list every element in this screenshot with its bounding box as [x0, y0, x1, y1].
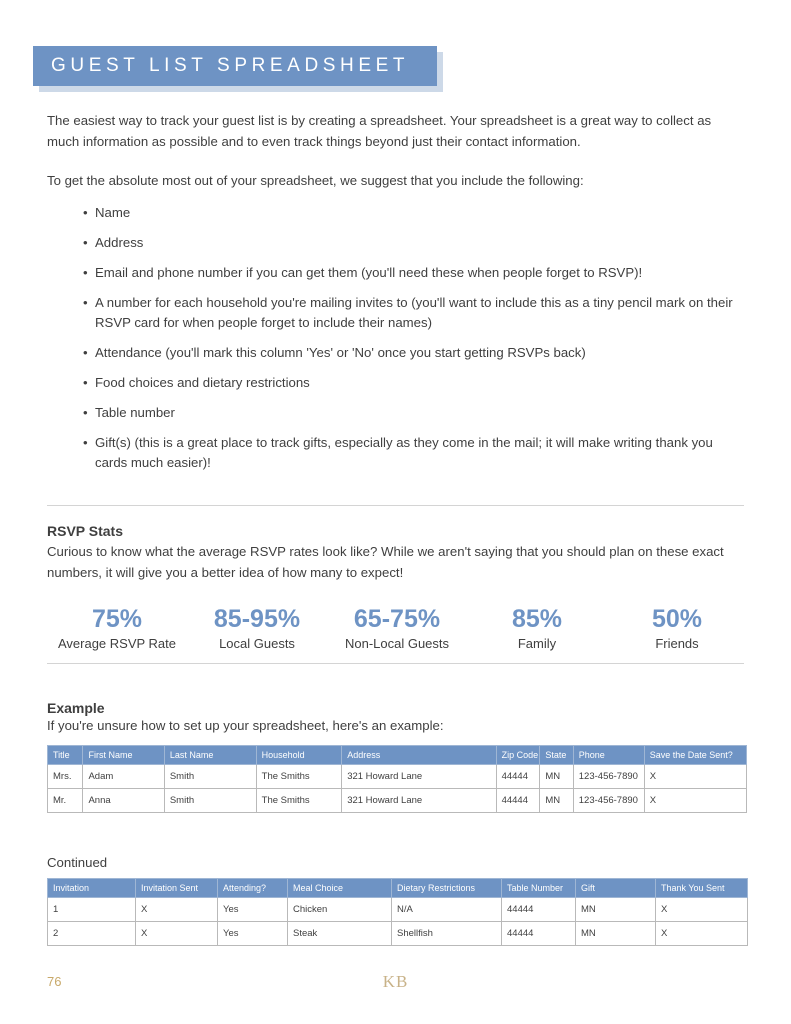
list-item: • Table number	[83, 403, 744, 423]
table-cell: 321 Howard Lane	[342, 765, 496, 789]
column-header: First Name	[83, 746, 164, 765]
column-header: Household	[256, 746, 342, 765]
list-item: • Food choices and dietary restrictions	[83, 373, 744, 393]
example-title: Example	[47, 700, 105, 716]
table-cell: X	[136, 898, 218, 922]
table-row	[48, 898, 748, 922]
stat-item	[607, 605, 747, 651]
column-header: Attending?	[218, 879, 288, 898]
stat-value: 65-75%	[353, 605, 441, 633]
table-header-row	[48, 879, 748, 898]
table-cell: The Smiths	[256, 765, 342, 789]
table-cell: MN	[576, 898, 656, 922]
banner	[33, 46, 437, 86]
column-header: Table Number	[502, 879, 576, 898]
table-cell: Mrs.	[48, 765, 83, 789]
table-row	[48, 922, 748, 946]
list-item: • A number for each household you're mailing invites to (you'll want to include this as a tiny pencil mark on their RSVP card for when people forget to include their names)	[83, 293, 744, 333]
table-cell: Mr.	[48, 789, 83, 813]
column-header: Zip Code	[496, 746, 540, 765]
stat-label: Non-Local Guests	[344, 636, 450, 651]
table-cell: MN	[540, 789, 573, 813]
stat-label: Average RSVP Rate	[57, 636, 177, 651]
table-row	[48, 789, 747, 813]
example-section	[47, 700, 747, 813]
table-cell: 123-456-7890	[573, 765, 644, 789]
list-item: • Name	[83, 203, 744, 223]
table-row	[48, 765, 747, 789]
stat-value: 85-95%	[213, 605, 301, 633]
example-table-1	[47, 745, 747, 813]
rsvp-stats-row	[47, 605, 747, 651]
list-item: • Email and phone number if you can get them (you'll need these when people forget to RSVP)!	[83, 263, 744, 283]
rsvp-stats-description: Curious to know what the average RSVP rates look like? While we aren't saying that you should plan on these exact numbers, it will give you a better idea of how many to expect!	[47, 544, 724, 580]
table-cell: 1	[48, 898, 136, 922]
stat-label: Family	[517, 636, 557, 651]
table-cell: 123-456-7890	[573, 789, 644, 813]
table-cell: Adam	[83, 765, 164, 789]
column-header: Phone	[573, 746, 644, 765]
table-cell: 321 Howard Lane	[342, 789, 496, 813]
table-cell: X	[656, 922, 748, 946]
stat-value: 85%	[511, 605, 563, 633]
column-header: Thank You Sent	[656, 879, 748, 898]
intro-paragraph-2: To get the absolute most out of your spreadsheet, we suggest that you include the following:	[47, 173, 584, 188]
section-divider	[47, 505, 744, 506]
column-header: Invitation	[48, 879, 136, 898]
table-cell: Smith	[164, 765, 256, 789]
table-cell: Chicken	[288, 898, 392, 922]
table-cell: Smith	[164, 789, 256, 813]
list-item: • Gift(s) (this is a great place to track gifts, especially as they come in the mail; it will make writing thank you cards much easier)!	[83, 433, 744, 473]
continued-label: Continued	[47, 855, 108, 870]
column-header: Meal Choice	[288, 879, 392, 898]
list-item: • Attendance (you'll mark this column 'Yes' or 'No' once you start getting RSVPs back)	[83, 343, 744, 363]
table-cell: MN	[540, 765, 573, 789]
rsvp-stats-title: RSVP Stats	[47, 523, 123, 539]
stat-value: 75%	[91, 605, 143, 633]
table-cell: 2	[48, 922, 136, 946]
section-divider	[47, 663, 744, 664]
column-header: Save the Date Sent?	[644, 746, 746, 765]
table-header-row	[48, 746, 747, 765]
column-header: State	[540, 746, 573, 765]
table-cell: 44444	[502, 898, 576, 922]
table-cell: MN	[576, 922, 656, 946]
table-cell: The Smiths	[256, 789, 342, 813]
column-header: Gift	[576, 879, 656, 898]
stat-item	[467, 605, 607, 651]
page-number: 76	[47, 974, 62, 989]
page-header-banner	[33, 46, 443, 92]
example-table-2	[47, 878, 748, 946]
stat-item	[327, 605, 467, 651]
brand-logo: KB	[382, 972, 409, 991]
column-header: Dietary Restrictions	[392, 879, 502, 898]
example-description: If you're unsure how to set up your spreadsheet, here's an example:	[47, 718, 444, 733]
column-header: Title	[48, 746, 83, 765]
intro-paragraph-1: The easiest way to track your guest list is by creating a spreadsheet. Your spreadsheet is a great way to collect as much information as possible and to even track things beyond just their contact information.	[47, 113, 712, 149]
table-cell: X	[644, 789, 746, 813]
rsvp-stats-section	[47, 523, 747, 651]
table-cell: X	[644, 765, 746, 789]
table-cell: 44444	[496, 765, 540, 789]
suggestion-list	[47, 203, 744, 473]
table-cell: N/A	[392, 898, 502, 922]
page-title: GUEST LIST SPREADSHEET	[51, 55, 410, 76]
table-cell: Shellfish	[392, 922, 502, 946]
intro-content	[47, 110, 744, 483]
table-cell: 44444	[502, 922, 576, 946]
table-cell: Yes	[218, 898, 288, 922]
stat-label: Local Guests	[219, 636, 295, 651]
table-cell: 44444	[496, 789, 540, 813]
column-header: Invitation Sent	[136, 879, 218, 898]
column-header: Last Name	[164, 746, 256, 765]
example-table-2-wrapper	[47, 878, 747, 946]
column-header: Address	[342, 746, 496, 765]
table-cell: Steak	[288, 922, 392, 946]
table-cell: X	[136, 922, 218, 946]
table-cell: X	[656, 898, 748, 922]
stat-value: 50%	[651, 605, 703, 633]
table-cell: Yes	[218, 922, 288, 946]
stat-item	[47, 605, 187, 651]
list-item: • Address	[83, 233, 744, 253]
stat-item	[187, 605, 327, 651]
stat-label: Friends	[655, 636, 699, 651]
table-cell: Anna	[83, 789, 164, 813]
